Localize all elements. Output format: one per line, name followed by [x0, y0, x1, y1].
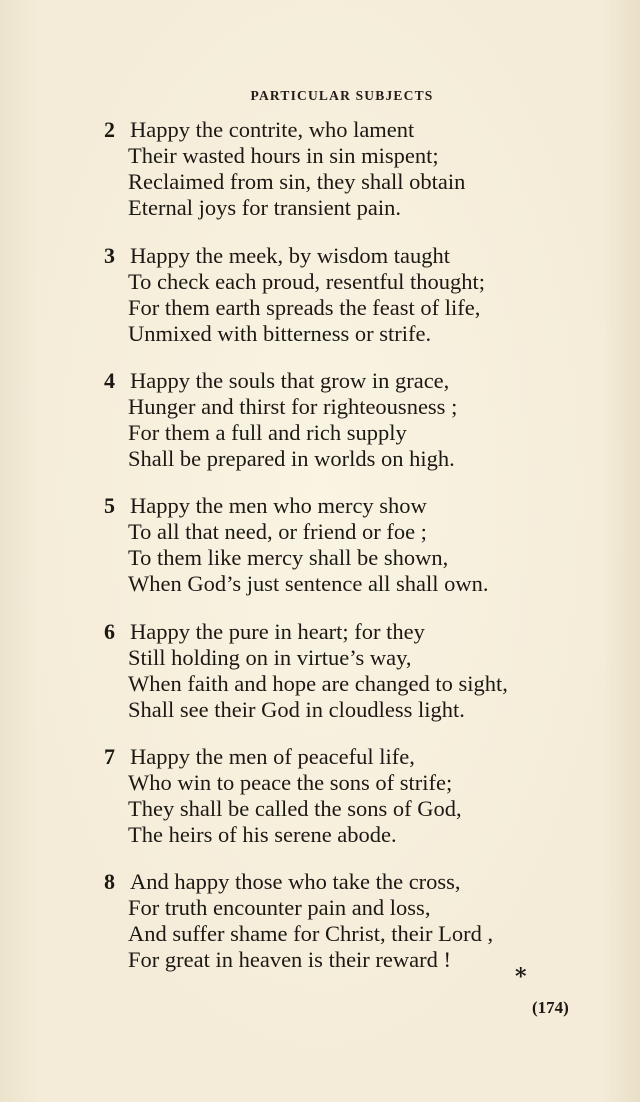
verse-line: Happy the souls that grow in grace,: [130, 368, 450, 393]
verse-line: Happy the meek, by wisdom taught: [130, 243, 450, 268]
verse-line: Their wasted hours in sin mispent;: [128, 143, 439, 168]
stanza-7: [104, 744, 604, 848]
stanza-5: [104, 493, 604, 597]
stanza-number: 4: [104, 368, 115, 393]
stanza-number: 8: [104, 869, 115, 894]
running-header: PARTICULAR SUBJECTS: [250, 88, 434, 103]
verse-line: For them earth spreads the feast of life,: [128, 295, 481, 320]
verse-line: Eternal joys for transient pain.: [128, 195, 402, 220]
verse-line: Still holding on in virtue’s way,: [128, 645, 412, 670]
stanza-number: 6: [104, 619, 115, 644]
verse-line: Hunger and thirst for righteousness ;: [128, 394, 458, 419]
verse-line: To check each proud, resentful thought;: [128, 269, 486, 294]
verse-line: For truth encounter pain and loss,: [128, 895, 431, 920]
end-asterisk: *: [515, 964, 527, 990]
verse-line: Happy the pure in heart; for they: [130, 619, 425, 644]
verse-line: They shall be called the sons of God,: [128, 796, 462, 821]
stanza-6: [104, 619, 604, 723]
stanza-number: 5: [104, 493, 115, 518]
verse-line: Unmixed with bitterness or strife.: [128, 321, 432, 346]
verse-line: Happy the men who mercy show: [130, 493, 427, 518]
verse-line: For them a full and rich supply: [128, 420, 407, 445]
verse-line: To all that need, or friend or foe ;: [128, 519, 427, 544]
verse-line: When God’s just sentence all shall own.: [128, 571, 489, 596]
page-number: (174): [532, 998, 569, 1017]
stanza-number: 2: [104, 117, 115, 142]
verse-line: And suffer shame for Christ, their Lord ,: [128, 921, 494, 946]
stanza-2: [104, 117, 604, 221]
verse-line: Happy the contrite, who lament: [130, 117, 415, 142]
verse-line: To them like mercy shall be shown,: [128, 545, 449, 570]
verse-line: Reclaimed from sin, they shall obtain: [128, 169, 466, 194]
verse-line: For great in heaven is their reward !: [128, 947, 451, 972]
stanza-number: 7: [104, 744, 115, 769]
verse-line: Happy the men of peaceful life,: [130, 744, 415, 769]
verse-line: The heirs of his serene abode.: [128, 822, 397, 847]
verse-line: Who win to peace the sons of strife;: [128, 770, 453, 795]
verse-line: When faith and hope are changed to sight,: [128, 671, 508, 696]
verse-line: Shall be prepared in worlds on high.: [128, 446, 455, 471]
verse-line: And happy those who take the cross,: [130, 869, 461, 894]
verse-line: Shall see their God in cloudless light.: [128, 697, 465, 722]
stanza-3: [104, 243, 604, 347]
stanza-8: [104, 869, 604, 973]
stanza-number: 3: [104, 243, 115, 268]
stanza-4: [104, 368, 604, 472]
